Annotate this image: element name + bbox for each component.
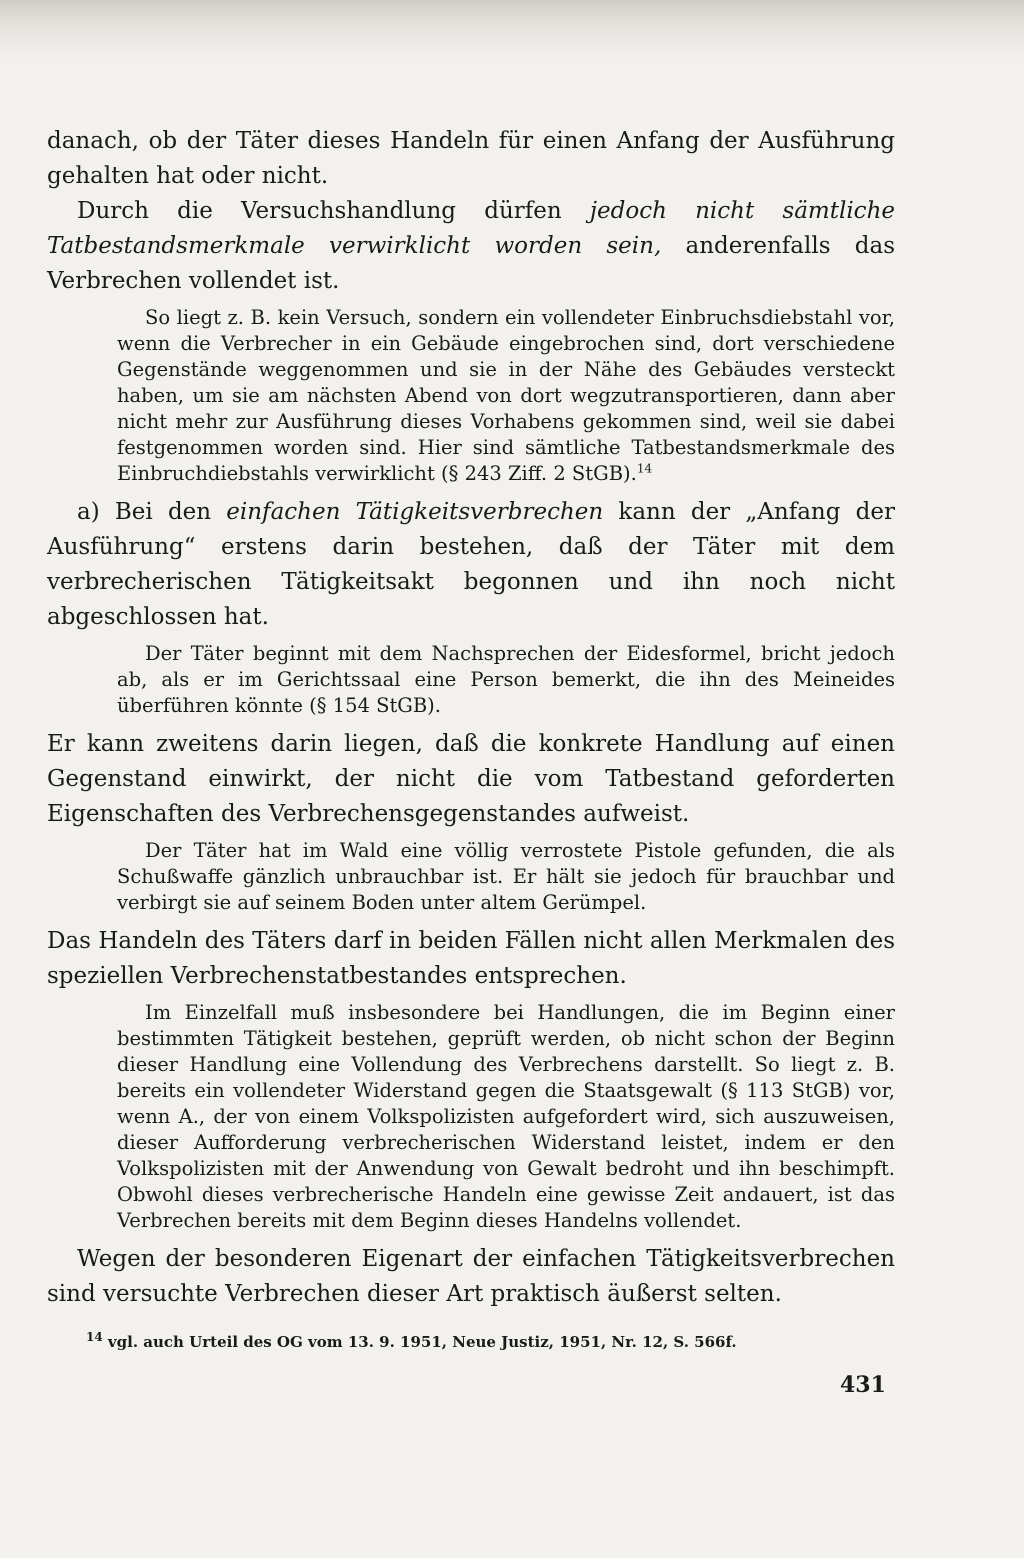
paragraph-text: kann der „Anfang der Ausführung“ erstens darin bestehen, daß der Täter mit dem verbrecherischen Tätigkeitsakt begonnen und ihn noch nicht abgeschlossen hat.	[47, 499, 895, 630]
footnote-reference: 14	[636, 461, 653, 476]
paragraph-text: Durch die Versuchshandlung dürfen	[77, 198, 590, 224]
example-burglary	[47, 305, 895, 487]
paragraph-conclusion: Wegen der besonderen Eigenart der einfachen Tätigkeitsverbrechen sind versuchte Verbrechen dieser Art praktisch äußerst selten.	[47, 1246, 895, 1307]
page-top-edge	[0, 0, 1024, 60]
paragraph-attempt-definition	[47, 194, 895, 299]
footnote-text: vgl. auch Urteil des OG vom 13. 9. 1951, Neue Justiz, 1951, Nr. 12, S. 566f.	[102, 1333, 737, 1351]
paragraph-simple-activity-crimes	[47, 495, 895, 635]
emphasis-text: jedoch nicht sämtliche Tatbestandsmerkmale verwirklicht worden sein,	[47, 198, 895, 259]
paragraph-second-case: Er kann zweitens darin liegen, daß die konkrete Handlung auf einen Gegenstand einwirkt, der nicht die vom Tatbestand geforderten Eigenschaften des Verbrechensgegenstandes aufweist.	[47, 731, 895, 827]
example-perjury: Der Täter beginnt mit dem Nachsprechen der Eidesformel, bricht jedoch ab, als er im Gerichtssaal eine Person bemerkt, die ihn des Meineides überführen könnte (§ 154 StGB).	[117, 642, 895, 717]
emphasis-text: einfachen Tätigkeitsverbrechen	[226, 499, 604, 525]
example-resistance: Im Einzelfall muß insbesondere bei Handlungen, die im Beginn einer bestimmten Tätigkeit bestehen, geprüft werden, ob nicht schon der Beginn dieser Handlung eine Vollendung des Verbrechens darstellt. So liegt z. B. bereits ein vollendeter Widerstand gegen die Staatsgewalt (§ 113 StGB) vor, wenn A., der von einem Volkspolizisten aufgefordert wird, sich auszuweisen, dieser Aufforderung verbrecherischen Widerstand leistet, indem er den Volkspolizisten mit der Anwendung von Gewalt bedroht und ihn beschimpft. Obwohl dieses verbrecherische Handeln eine gewisse Zeit andauert, ist das Verbrechen bereits mit dem Beginn dieses Handelns vollendet.	[117, 1001, 895, 1232]
example-pistol: Der Täter hat im Wald eine völlig verrostete Pistole gefunden, die als Schußwaffe gänzlich unbrauchbar ist. Er hält sie jedoch für brauchbar und verbirgt sie auf seinem Boden unter altem Gerümpel.	[117, 839, 895, 914]
page-number: 431	[840, 1372, 886, 1398]
paragraph-text: anderenfalls das Verbrechen vollendet ist.	[47, 233, 895, 294]
paragraph-continuation: danach, ob der Täter dieses Handeln für einen Anfang der Ausführung gehalten hat oder nicht.	[47, 128, 895, 189]
footnote-marker: 14	[86, 1330, 103, 1344]
body-text	[47, 124, 895, 1312]
paragraph-text: a) Bei den	[77, 499, 227, 525]
example-text: So liegt z. B. kein Versuch, sondern ein vollendeter Einbruchsdiebstahl vor, wenn die Verbrecher in ein Gebäude eingebrochen sind, dort verschiedene Gegenstände weggenommen und sie in der Nähe des Gebäudes versteckt haben, um sie am nächsten Abend von dort wegzutransportieren, dann aber nicht mehr zur Ausführung dieses Vorhabens gekommen sind, weil sie dabei festgenommen worden sind. Hier sind sämtliche Tatbestandsmerkmale des Einbruchdiebstahls verwirklicht (§ 243 Ziff. 2 StGB).	[117, 306, 895, 485]
footnote	[86, 1330, 886, 1351]
paragraph-both-cases: Das Handeln des Täters darf in beiden Fällen nicht allen Merkmalen des speziellen Verbrechenstatbestandes entsprechen.	[47, 928, 895, 989]
